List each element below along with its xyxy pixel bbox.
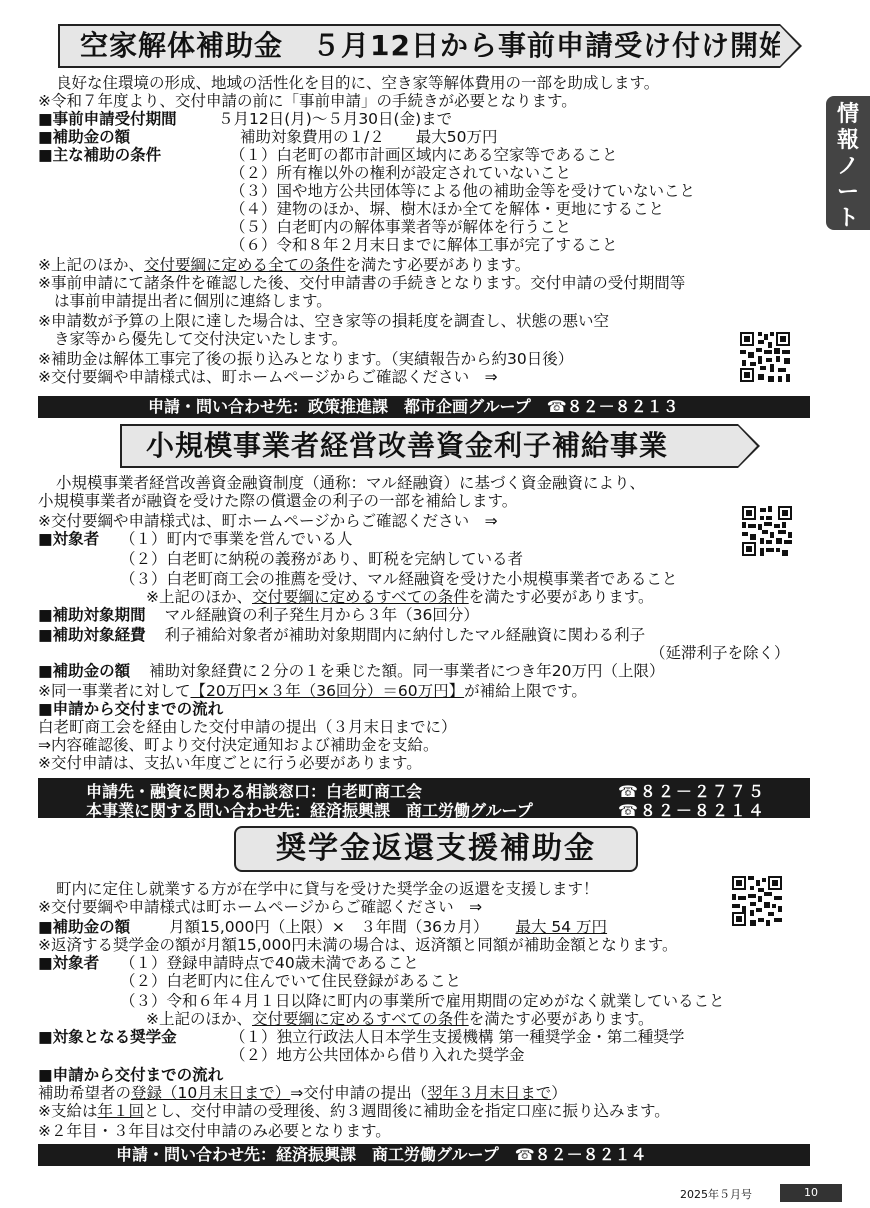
section1-title: 空家解体補助金 ５月12日から事前申請受け付け開始 — [58, 24, 780, 68]
s3-loan: （１）独立行政法人日本学生支援機構 第一種奨学金・第二種奨学 — [230, 1028, 685, 1046]
s2-contact-2-tel: ☎８２－８２１４ — [618, 801, 766, 820]
s3-flow-3: ※２年目・３年目は交付申請のみ必要となります。 — [38, 1122, 391, 1140]
s1-cond-label: ■主な補助の条件 — [38, 146, 162, 164]
s3-note-site: ※交付要綱や申請様式は町ホームページからご確認ください ⇒ — [38, 898, 483, 916]
s3-contact-bar — [38, 1144, 810, 1166]
s1-cond-row — [38, 146, 161, 164]
side-tab-info-note — [826, 96, 870, 230]
s2-period-row — [38, 606, 479, 624]
s3-amount-row — [38, 918, 607, 936]
s2-intro-1: 小規模事業者経営改善資金融資制度（通称：マル経融資）に基づく資金融資により、 — [56, 474, 646, 492]
s1-amount-value: 補助対象費用の１/２ 最大50万円 — [240, 128, 498, 146]
section3-title: 奨学金返還支援補助金 — [234, 826, 638, 872]
s1-condition: （５）白老町内の解体事業者等が解体を行うこと — [230, 218, 572, 236]
s1-note-5: ※交付要綱や申請様式は、町ホームページからご確認ください ⇒ — [38, 368, 498, 386]
qr-code-icon[interactable] — [732, 876, 782, 926]
qr-code-icon[interactable] — [740, 332, 790, 382]
s1-note-3a: ※申請数が予算の上限に達した場合は、空き家等の損耗度を調査し、状態の悪い空 — [38, 312, 609, 330]
s1-note-4: ※補助金は解体工事完了後の振り込みとなります。（実績報告から約30日後） — [38, 350, 574, 368]
s2-flow-2: ⇒内容確認後、町より交付決定通知および補助金を支給。 — [38, 736, 439, 754]
side-tab-char: 情 — [836, 102, 859, 127]
s1-period-value: ５月12日(月)～５月30日(金)まで — [218, 110, 453, 128]
s3-amount-max: 最大 54 万円 — [515, 918, 608, 936]
s1-note-prereq: ※令和７年度より、交付申請の前に「事前申請」の手続きが必要となります。 — [38, 92, 577, 110]
s2-amount-label: ■補助金の額 — [38, 662, 131, 680]
s1-condition: （６）令和８年２月末日までに解体工事が完了すること — [230, 236, 618, 254]
s2-amount-value: 補助対象経費に２分の１を乗じた額。同一事業者につき年20万円（上限） — [149, 662, 665, 680]
s2-target-note: ※上記のほか、交付要綱に定めるすべての条件を満たす必要があります。 — [146, 588, 654, 606]
s2-expense-row — [38, 626, 645, 644]
s3-target: （３）令和６年４月１日以降に町内の事業所で雇用期間の定めがなく就業していること — [120, 992, 725, 1010]
s1-note-2b: は事前申請提出者に個別に連絡します。 — [54, 292, 332, 310]
s2-target: （３）白老町商工会の推薦を受け、マル経融資を受けた小規模事業者であること — [120, 570, 678, 588]
s1-condition: （１）白老町の都市計画区域内にある空家等であること — [230, 146, 618, 164]
s3-contact: 申請・問い合わせ先：経済振興課 商工労働グループ ☎８２－８２１４ — [116, 1145, 647, 1164]
s2-contact-1-label: 申請先・融資に関わる相談窓口：白老町商工会 — [86, 782, 423, 801]
s2-contact-bar — [38, 778, 810, 818]
page-number: 10 — [780, 1184, 842, 1202]
s2-expense-value: 利子補給対象者が補助対象期間内に納付したマル経融資に関わる利子 — [164, 626, 646, 644]
s1-note-3b: き家等から優先して交付決定いたします。 — [54, 330, 348, 348]
s3-note-under: ※返済する奨学金の額が月額15,000円未満の場合は、返済額と同額が補助金額となります。 — [38, 936, 678, 954]
s3-flow-label: ■申請から交付までの流れ — [38, 1066, 224, 1084]
s1-period-label: ■事前申請受付期間 — [38, 110, 177, 128]
qr-code-icon[interactable] — [742, 506, 792, 556]
s2-expense-note: （延滞利子を除く） — [650, 644, 790, 662]
footer-issue: 2025年５月号 — [680, 1188, 752, 1201]
s3-flow-1: 補助希望者の登録（10月末日まで）⇒交付申請の提出（翌年３月末日まで） — [38, 1084, 567, 1102]
s2-target: （１）町内で事業を営んでいる人 — [120, 530, 353, 548]
s3-amount-value: 月額15,000円（上限）× ３年間（36カ月） — [169, 918, 489, 936]
s1-contact: 申請・問い合わせ先：政策推進課 都市企画グループ ☎８２－８２１３ — [148, 397, 679, 416]
s1-condition: （４）建物のほか、塀、樹木ほか全てを解体・更地にすること — [230, 200, 665, 218]
s1-note-2a: ※事前申請にて諸条件を確認した後、交付申請書の手続きとなります。交付申請の受付期間等 — [38, 274, 686, 292]
s2-target-label: ■対象者 — [38, 530, 100, 548]
s2-amount-row — [38, 662, 665, 680]
s1-period-row — [38, 110, 453, 128]
s1-contact-bar — [38, 396, 810, 418]
side-tab-char: ー — [836, 180, 859, 205]
section2-title: 小規模事業者経営改善資金利子補給事業 — [120, 424, 738, 468]
s1-condition: （２）所有権以外の権利が設定されていないこと — [230, 164, 572, 182]
s3-target: （２）白老町内に住んでいて住民登録があること — [120, 972, 462, 990]
s1-intro: 良好な住環境の形成、地域の活性化を目的に、空き家等解体費用の一部を助成します。 — [56, 74, 660, 92]
s3-target-label: ■対象者 — [38, 954, 100, 972]
s1-amount-label: ■補助金の額 — [38, 128, 131, 146]
s2-period-value: マル経融資の利子発生月から３年（36回分） — [164, 606, 479, 624]
s2-note-site: ※交付要綱や申請様式は、町ホームページからご確認ください ⇒ — [38, 512, 498, 530]
s3-target: （１）登録申請時点で40歳未満であること — [120, 954, 419, 972]
s2-limit-note: ※同一事業者に対して【20万円×３年（36回分）＝60万円】が補給上限です。 — [38, 682, 587, 700]
s3-intro: 町内に定住し就業する方が在学中に貸与を受けた奨学金の返還を支援します！ — [56, 880, 599, 898]
s2-intro-2: 小規模事業者が融資を受けた際の償還金の利子の一部を補給します。 — [38, 492, 518, 510]
s2-flow-3: ※交付申請は、支払い年度ごとに行う必要があります。 — [38, 754, 422, 772]
s2-flow-1: 白老町商工会を経由した交付申請の提出（３月末日までに） — [38, 718, 457, 736]
side-tab-char: ノ — [836, 154, 859, 179]
side-tab-char: ト — [836, 206, 859, 231]
s3-amount-label: ■補助金の額 — [38, 918, 131, 936]
s1-amount-row — [38, 128, 498, 146]
s3-flow-2: ※支給は年１回とし、交付申請の受理後、約３週間後に補助金を指定口座に振り込みます。 — [38, 1102, 670, 1120]
s3-loan: （２）地方公共団体から借り入れた奨学金 — [230, 1046, 525, 1064]
s3-loan-row — [38, 1028, 177, 1046]
s2-target: （２）白老町に納税の義務があり、町税を完納している者 — [120, 550, 524, 568]
s2-flow-label: ■申請から交付までの流れ — [38, 700, 224, 718]
s3-target-row — [38, 954, 99, 972]
s2-period-label: ■補助対象期間 — [38, 606, 146, 624]
s3-loan-label: ■対象となる奨学金 — [38, 1028, 177, 1046]
s2-contact-2-label: 本事業に関する問い合わせ先：経済振興課 商工労働グループ — [86, 801, 533, 820]
s2-contact-1-tel: ☎８２－２７７５ — [618, 782, 766, 801]
s3-target-note: ※上記のほか、交付要綱に定めるすべての条件を満たす必要があります。 — [146, 1010, 654, 1028]
s1-condition: （３）国や地方公共団体等による他の補助金等を受けていないこと — [230, 182, 696, 200]
side-tab-char: 報 — [836, 128, 859, 153]
s2-target-row — [38, 530, 99, 548]
s1-note-1: ※上記のほか、交付要綱に定める全ての条件を満たす必要があります。 — [38, 256, 531, 274]
s2-expense-label: ■補助対象経費 — [38, 626, 146, 644]
